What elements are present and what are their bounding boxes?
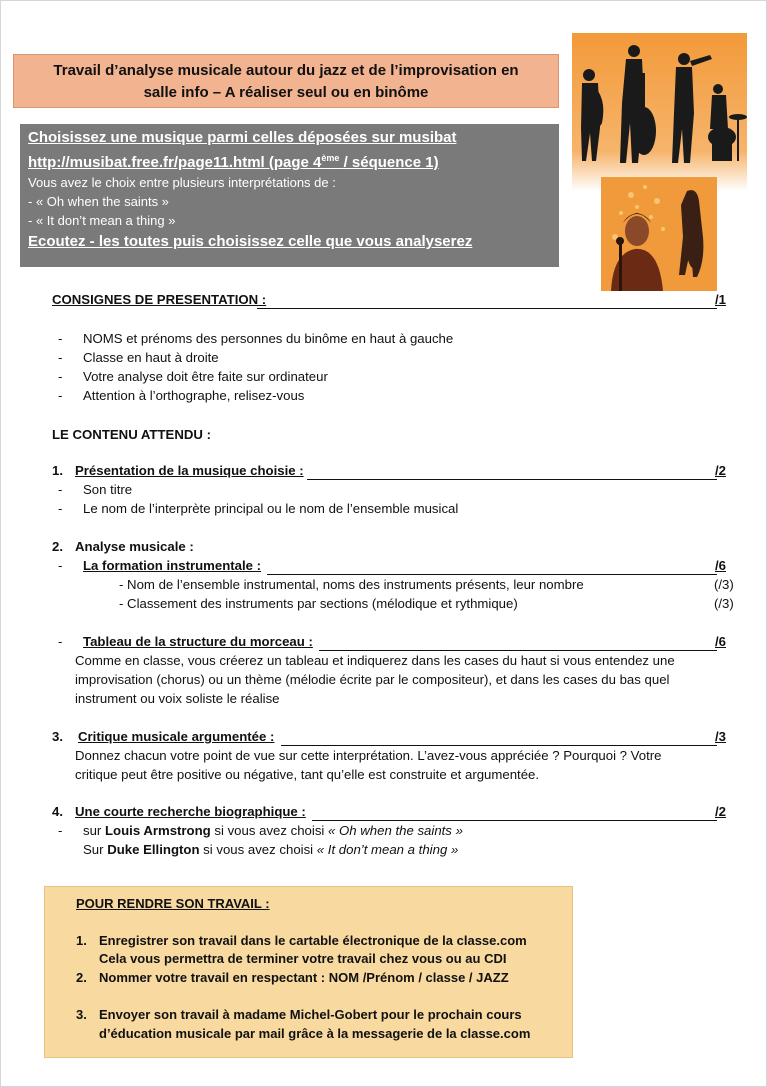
s1-title: Présentation de la musique choisie : [75,463,304,478]
s4-number: 4. [52,804,63,819]
intro-box [20,124,559,267]
s1-dash-2: - [58,501,63,516]
presentation-dash-1: - [58,331,63,346]
s2-number: 2. [52,539,63,554]
s2-title: Analyse musicale : [75,539,194,554]
presentation-item-3: Votre analyse doit être faite sur ordinateur [83,369,328,384]
s3-rule [281,745,717,746]
intro-line-5: - « It don’t mean a thing » [28,213,176,228]
s2-sub2-text-1: Comme en classe, vous créerez un tableau et indiquerez dans les cases du haut si vous entendez une [75,653,675,668]
presentation-dash-4: - [58,388,63,403]
s4-song-2: « It don’t mean a thing » [316,842,459,857]
s2-sub1-dash: - [58,558,63,573]
s1-item-2: Le nom de l’interprète principal ou le nom de l’ensemble musical [83,501,459,516]
intro-line-6: Ecoutez - les toutes puis choisissez celle que vous analyserez [28,233,473,250]
s2-sub2-text-2: improvisation (chorus) ou un thème (mélodie écrite par le compositeur), et dans les cases du bas quel [75,672,670,687]
intro-line-2-end: / séquence 1) [339,154,439,171]
title-line-2: salle info – A réaliser seul ou en binôme [143,84,429,101]
rendu-item-1-line-1: Enregistrer son travail dans le cartable électronique de la classe.com [99,933,527,948]
rendu-item-2-line-1: Nommer votre travail en respectant : NOM /Prénom / classe / JAZZ [99,970,509,985]
s4-score: /2 [715,804,726,819]
rendu-item-2-num: 2. [76,970,87,985]
s2-sub1-item-1: - Nom de l’ensemble instrumental, noms des instruments présents, leur nombre [119,577,584,592]
s4-line-1-pre: sur [83,823,105,838]
presentation-item-1: NOMS et prénoms des personnes du binôme en haut à gauche [83,331,454,346]
s2-sub1-item-2: - Classement des instruments par sections (mélodique et rythmique) [119,596,518,611]
s2-sub2-text-3: instrument ou voix soliste le réalise [75,691,280,706]
intro-line-4: - « Oh when the saints » [28,194,169,209]
s1-item-1: Son titre [83,482,133,497]
s2-sub1-title: La formation instrumentale : [83,558,262,573]
s2-sub2-rule [319,650,717,651]
s4-line-2 [83,842,458,857]
presentation-rule [257,308,717,309]
s4-line-1 [83,823,463,838]
presentation-score: /1 [715,292,726,307]
s2-sub2-score: /6 [715,634,726,649]
s4-title: Une courte recherche biographique : [75,804,306,819]
s4-dash: - [58,823,63,838]
s1-number: 1. [52,463,63,478]
jazz-band-silhouette-image [572,33,747,191]
s2-sub2-dash: - [58,634,63,649]
title-line-1: Travail d’analyse musicale autour du jazz et de l’improvisation en [53,62,519,79]
rendu-box [44,886,573,1058]
rendu-heading: POUR RENDRE SON TRAVAIL : [76,896,270,911]
s4-rule [312,820,717,821]
jazz-singer-illustration-image [601,177,717,291]
s1-dash-1: - [58,482,63,497]
intro-sup: ème [321,153,340,163]
rendu-item-3-num: 3. [76,1007,87,1022]
s3-text-1: Donnez chacun votre point de vue sur cette interprétation. L’avez-vous appréciée ? Pourquoi ? Votre [75,748,662,763]
document-title-box [13,54,559,108]
s4-song-1: « Oh when the saints » [328,823,463,838]
s1-score: /2 [715,463,726,478]
s2-sub1-points-2: (/3) [714,596,734,611]
s4-armstrong: Louis Armstrong [104,823,211,838]
presentation-heading: CONSIGNES DE PRESENTATION : [52,292,267,307]
s3-number: 3. [52,729,63,744]
s2-sub2-title: Tableau de la structure du morceau : [83,634,313,649]
presentation-item-2: Classe en haut à droite [83,350,219,365]
rendu-item-1-num: 1. [76,933,87,948]
rendu-item-3-line-2: d’éducation musicale par mail grâce à la messagerie de la classe.com [99,1026,531,1041]
s1-rule [307,479,717,480]
rendu-item-1-line-2: Cela vous permettra de terminer votre travail chez vous ou au CDI [99,951,507,966]
s4-line-2-pre: Sur [83,842,108,857]
s3-score: /3 [715,729,726,744]
s3-text-2: critique peut être positive ou négative, tant qu’elle est construite et argumentée. [75,767,540,782]
rendu-item-3-line-1: Envoyer son travail à madame Michel-Gobert pour le prochain cours [99,1007,522,1022]
s2-sub1-rule [267,574,717,575]
s4-line-2-mid: si vous avez choisi [199,842,317,857]
presentation-item-4: Attention à l’orthographe, relisez-vous [83,388,305,403]
intro-line-2 [28,148,551,173]
intro-line-3: Vous avez le choix entre plusieurs interprétations de : [28,175,336,190]
s2-sub1-score: /6 [715,558,726,573]
presentation-dash-2: - [58,350,63,365]
s3-title: Critique musicale argumentée : [78,729,275,744]
intro-line-1: Choisissez une musique parmi celles déposées sur musibat [28,129,457,146]
s4-line-1-mid: si vous avez choisi [210,823,329,838]
intro-url[interactable]: http://musibat.free.fr/page11.html (page 4 [28,154,322,171]
s2-sub1-points-1: (/3) [714,577,734,592]
s4-ellington: Duke Ellington [107,842,200,857]
contenu-heading: LE CONTENU ATTENDU : [52,427,211,442]
presentation-dash-3: - [58,369,63,384]
